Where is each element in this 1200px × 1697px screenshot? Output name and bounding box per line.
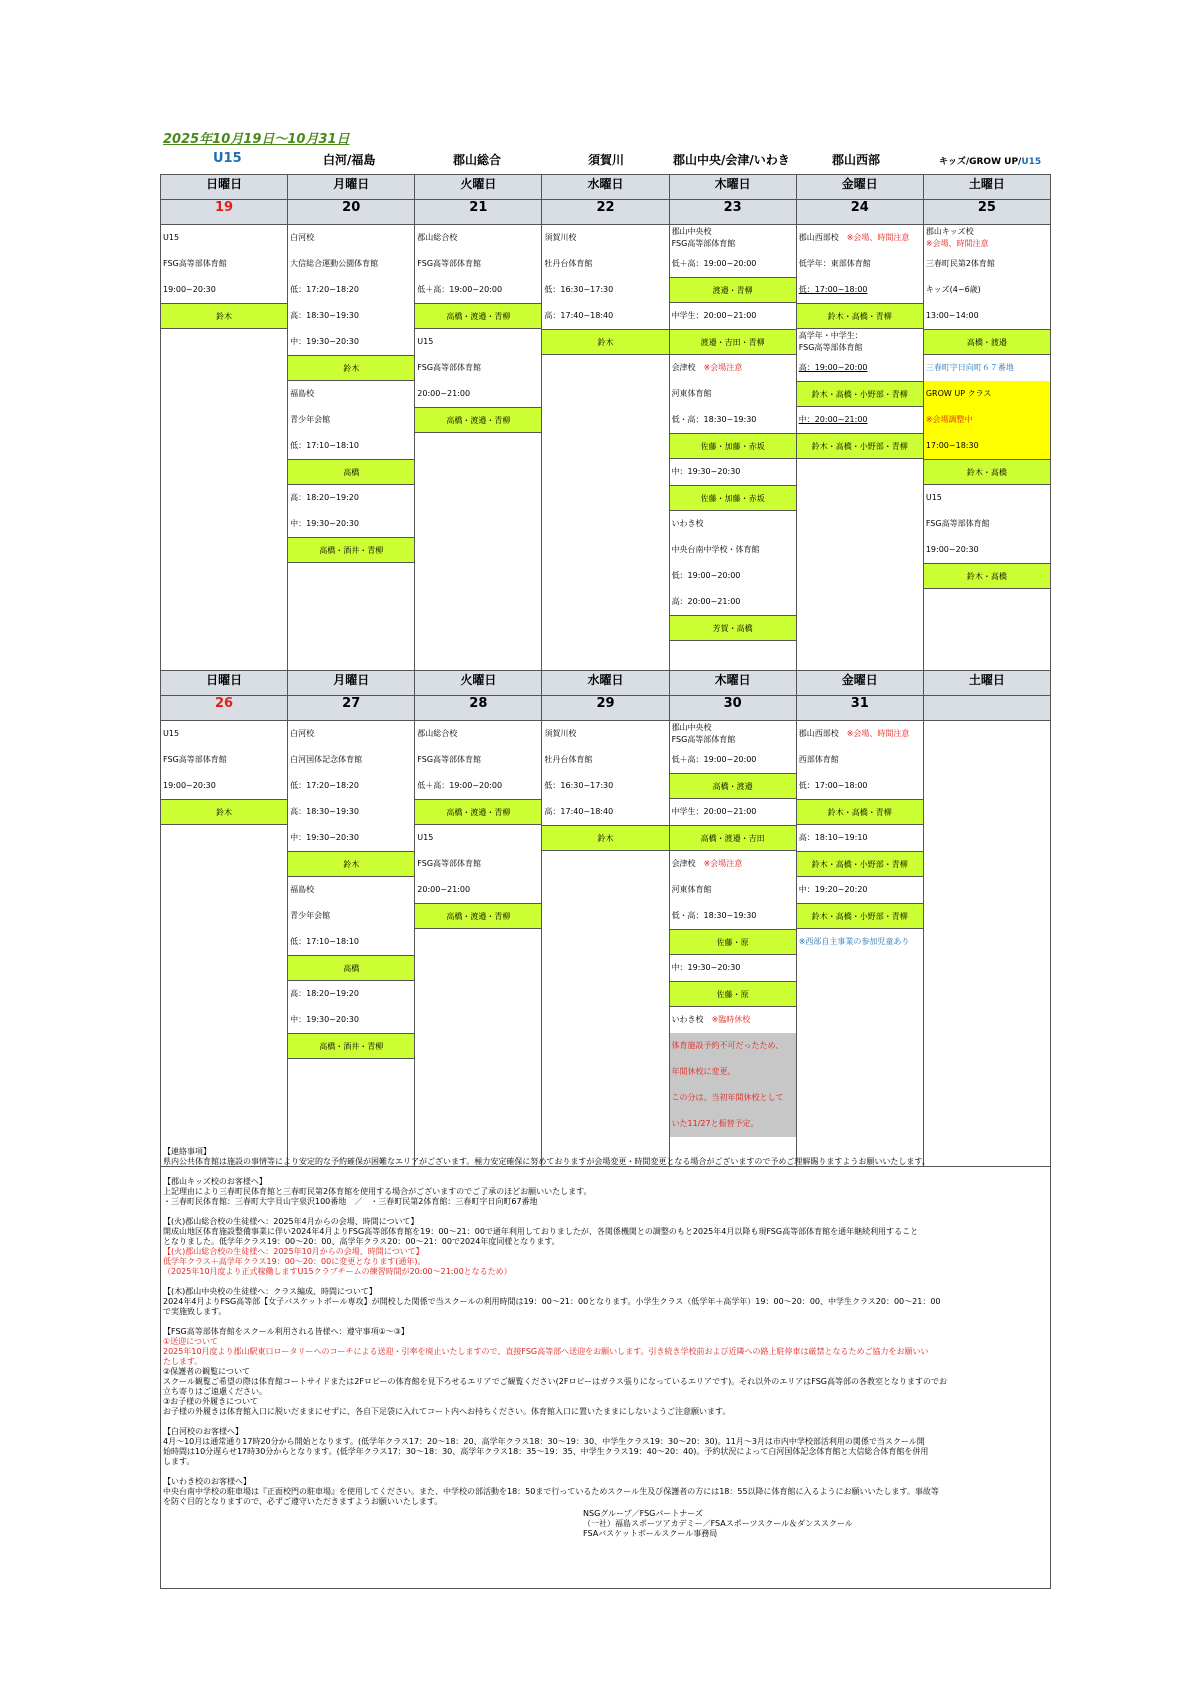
coach-bar: 鈴木 bbox=[288, 851, 414, 877]
class-name: 郡山西部校 bbox=[798, 233, 839, 242]
note-text-red: 低学年クラス＋高学年クラス19：00～20：00に変更となります(通年)。 bbox=[163, 1257, 426, 1266]
class-name: 郡山総合校 bbox=[417, 233, 458, 242]
coach-bar: 高橋・渡邉・青柳 bbox=[415, 799, 541, 825]
coach-bar: 鈴木・高橋・青柳 bbox=[797, 303, 923, 329]
coach-bar: 鈴木・高橋 bbox=[924, 563, 1050, 589]
date-thu: 23 bbox=[669, 200, 796, 225]
date-wed: 22 bbox=[542, 200, 669, 225]
date-sat bbox=[923, 696, 1050, 721]
day-cell-mon bbox=[288, 721, 415, 1167]
time-slot: 中学生：20:00~21:00 bbox=[671, 311, 757, 320]
class-name: 須賀川校 bbox=[544, 729, 577, 738]
weekday-row bbox=[161, 671, 1051, 696]
venue: FSG高等部体育館 bbox=[417, 859, 482, 868]
venue: 牡丹台体育館 bbox=[544, 259, 593, 268]
note-block-fsg bbox=[163, 1327, 1048, 1417]
class-name: GROW UP クラス bbox=[924, 381, 1050, 407]
note-text: スクール観覧ご希望の際は体育館コートサイドまたは2Fロビーの体育館を見下ろせるエリアでご観覧ください(2Fロビーはガラス張りになっているエリアです)。それ以外のエリアはFSG高等部の各教室となりますのでお bbox=[163, 1377, 947, 1386]
venue: 牡丹台体育館 bbox=[544, 755, 593, 764]
venue: FSG高等部体育館 bbox=[417, 363, 482, 372]
day-cell-tue bbox=[415, 721, 542, 1167]
time-slot: 中学生：20:00~21:00 bbox=[671, 807, 757, 816]
time-slot: 中：19:30~20:30 bbox=[290, 1015, 359, 1024]
time-slot: 低＋高：19:00~20:00 bbox=[417, 781, 503, 790]
date-row bbox=[161, 696, 1051, 721]
time-slot: 中：19:30~20:30 bbox=[290, 833, 359, 842]
note-text: お子様の外履きは体育館入口に脱いだままにせずに、各自下足袋に入れてコート内へお持ちください。体育館入口に置いたままにしないようご注意願います。 bbox=[163, 1407, 731, 1416]
weekday-tue: 火曜日 bbox=[415, 175, 542, 200]
note-text-red: 【(火)郡山総合校の生徒様へ：2025年10月からの会場、時間について】 bbox=[163, 1247, 424, 1256]
header-kids bbox=[939, 154, 1041, 167]
note-text: 2024年4月よりFSG高等部【女子バスケットボール専攻】が開校した関係で当スクールの利用時間は19：00～21：00となります。小学生クラス（低学年＋高学年）19：00～20：00、中学生クラス20：00～21：00 bbox=[163, 1297, 941, 1306]
venue: 西部体育館 bbox=[798, 755, 839, 764]
class-name: U15 bbox=[925, 493, 942, 502]
time-slot: 中：19:30~20:30 bbox=[290, 519, 359, 528]
closure-note: 年間休校に変更。 bbox=[670, 1059, 796, 1085]
class-name: U15 bbox=[417, 833, 434, 842]
time-slot: 高：18:30~19:30 bbox=[290, 311, 359, 320]
coach-bar: 高橋・酒井・青柳 bbox=[288, 1033, 414, 1059]
time-slot: 低：17:00~18:00 bbox=[798, 781, 868, 790]
note-text: 開成山地区体育施設整備事業に伴い2024年4月よりFSG高等部体育館を19：00～21：00で通年利用しておりましたが、各関係機関との調整のもと2025年4月以降も現FSG高等部体育館を通年継続利用すること bbox=[163, 1227, 919, 1236]
note-text: ・三春町民体育館：三春町大字貝山字泉沢100番地 ／ ・三春町民第2体育館：三春町字日向町67番地 bbox=[163, 1197, 538, 1206]
day-cell-mon bbox=[288, 225, 415, 671]
venue: FSG高等部体育館 bbox=[671, 239, 736, 248]
area-headers bbox=[160, 151, 1051, 171]
coach-bar: 鈴木 bbox=[161, 303, 287, 329]
weekday-mon: 月曜日 bbox=[288, 175, 415, 200]
note-heading: 【いわき校のお客様へ】 bbox=[163, 1477, 251, 1486]
time-slot: 低：17:10~18:10 bbox=[290, 441, 359, 450]
venue: 青少年会館 bbox=[290, 911, 331, 920]
class-name-with-note bbox=[670, 1007, 796, 1033]
coach-bar: 佐藤・加藤・赤坂 bbox=[670, 433, 796, 459]
class-name: U15 bbox=[163, 233, 180, 242]
time-slot: 高：20:00~21:00 bbox=[671, 597, 741, 606]
class-name-venue bbox=[797, 329, 923, 355]
weekday-thu: 木曜日 bbox=[669, 175, 796, 200]
note-text-red: 2025年10月度より郡山駅東口ロータリーへのコーチによる送迎・引率を廃止いたしますので、直接FSG高等部へ送迎をお願いします。引き続き学校前および近隣への路上駐停車は厳禁となるためご協力をお願いい bbox=[163, 1347, 929, 1356]
weekday-sat: 土曜日 bbox=[923, 671, 1050, 696]
weekday-sun: 日曜日 bbox=[161, 671, 288, 696]
time-slot: 高：18:30~19:30 bbox=[290, 807, 359, 816]
signature bbox=[583, 1509, 1048, 1539]
note-block-iwaki bbox=[163, 1477, 1048, 1507]
note-text: 始時間は10分遅らせ17時30分からとなります。(低学年クラス17：30～18：30、高学年クラス18：35～19：35、中学生クラス19：40～20：40)。予約状況によって白河国体記念体育館と大信総合体育館を併用 bbox=[163, 1447, 929, 1456]
weekday-wed: 水曜日 bbox=[542, 175, 669, 200]
time-slot: 高：17:40~18:40 bbox=[544, 311, 614, 320]
header-sukagawa: 須賀川 bbox=[588, 153, 625, 167]
date-fri: 31 bbox=[796, 696, 923, 721]
date-row bbox=[161, 200, 1051, 225]
coach-bar: 高橋 bbox=[288, 459, 414, 485]
time-slot: 低＋高：19:00~20:00 bbox=[671, 755, 757, 764]
header-kids-label: キッズ/GROW UP/ bbox=[939, 157, 1022, 167]
coach-bar: 鈴木 bbox=[542, 329, 668, 355]
week-1-table bbox=[160, 174, 1051, 1167]
weekday-row bbox=[161, 175, 1051, 200]
class-name: 高学年・中学生： bbox=[798, 331, 863, 340]
class-name: 会津校 bbox=[671, 859, 696, 868]
venue: 河東体育館 bbox=[671, 389, 712, 398]
note-heading: 【FSG高等部体育館をスクール利用される皆様へ：遵守事項①～③】 bbox=[163, 1327, 409, 1336]
day-cell-tue bbox=[415, 225, 542, 671]
note-heading: 【(木)郡山中央校の生徒様へ：クラス編成、時間について】 bbox=[163, 1287, 377, 1296]
time-slot: 20:00~21:00 bbox=[417, 885, 471, 894]
schedule-warning: ※会場、時間注意 bbox=[846, 233, 910, 242]
weekday-wed: 水曜日 bbox=[542, 671, 669, 696]
note-text: となりました。低学年クラス19：00～20：00、高学年クラス20：00～21：00で2024年度同様となります。 bbox=[163, 1237, 560, 1246]
venue-warning: ※会場注意 bbox=[703, 859, 743, 868]
closure-warning: ※臨時休校 bbox=[711, 1015, 751, 1024]
coach-bar: 佐藤・原 bbox=[670, 981, 796, 1007]
closure-note: この分は、当初年間休校として bbox=[670, 1085, 796, 1111]
time-slot: 高：17:40~18:40 bbox=[544, 807, 614, 816]
date-sun: 19 bbox=[161, 200, 288, 225]
coach-bar: 鈴木・高橋・小野部・青柳 bbox=[797, 851, 923, 877]
class-name: 郡山キッズ校 bbox=[925, 227, 974, 236]
closure-note: 体育施設予約不可だったため、 bbox=[670, 1033, 796, 1059]
note-text: 立ち寄りはご遠慮ください。 bbox=[163, 1387, 267, 1396]
class-name-venue bbox=[670, 721, 796, 747]
schedule-row bbox=[161, 721, 1051, 1167]
note-block-kids bbox=[163, 1177, 1048, 1207]
venue: 河東体育館 bbox=[671, 885, 712, 894]
notes-section bbox=[160, 1143, 1051, 1589]
weekday-fri: 金曜日 bbox=[796, 175, 923, 200]
coach-bar: 鈴木・高橋・小野部・青柳 bbox=[797, 903, 923, 929]
coach-bar: 鈴木・高橋 bbox=[924, 459, 1050, 485]
time-slot: 低：19:00~20:00 bbox=[671, 571, 741, 580]
class-name: U15 bbox=[163, 729, 180, 738]
class-name-with-note bbox=[670, 355, 796, 381]
time-slot: 高：18:10~19:10 bbox=[798, 833, 868, 842]
note-text: で実施致します。 bbox=[163, 1307, 227, 1316]
time-slot: 高：19:00~20:00 bbox=[798, 363, 868, 372]
venue: 白河国体記念体育館 bbox=[290, 755, 363, 764]
note-text: します。 bbox=[163, 1457, 195, 1466]
venue: FSG高等部体育館 bbox=[163, 259, 227, 268]
signature-line: FSAバスケットボールスクール事務局 bbox=[583, 1529, 718, 1538]
coach-bar: 高橋・渡邉・青柳 bbox=[415, 407, 541, 433]
note-block-general bbox=[163, 1147, 1048, 1167]
time-slot: 高：18:20~19:20 bbox=[290, 493, 359, 502]
date-mon: 27 bbox=[288, 696, 415, 721]
day-cell-thu bbox=[669, 721, 796, 1167]
note-text: 中央台南中学校の駐車場は『正面校門の駐車場』を使用してください。また、中学校の部活動を18：50まで行っているためスクール生及び保護者の方には18：55以降に体育館に入るようにお願いいたします。事故等 bbox=[163, 1487, 939, 1496]
note-block-koriyama-chuo bbox=[163, 1287, 1048, 1317]
day-cell-sun bbox=[161, 225, 288, 671]
coach-bar: 高橋・渡邉 bbox=[924, 329, 1050, 355]
note-heading: 【白河校のお客様へ】 bbox=[163, 1427, 243, 1436]
closure-note: いた11/27と振替予定。 bbox=[670, 1111, 796, 1137]
time-slot: 低＋高：19:00~20:00 bbox=[417, 285, 503, 294]
coach-bar: 鈴木 bbox=[161, 799, 287, 825]
time-slot: 高：18:20~19:20 bbox=[290, 989, 359, 998]
schedule-row bbox=[161, 225, 1051, 671]
coach-bar: 佐藤・原 bbox=[670, 929, 796, 955]
date-wed: 29 bbox=[542, 696, 669, 721]
weekday-thu: 木曜日 bbox=[669, 671, 796, 696]
note-text: 県内公共体育館は施設の事情等により安定的な予約確保が困難なエリアがございます。極力安定確保に努めておりますが会場変更・時間変更となる場合がございますので予めご理解賜りますようお願いいたします。 bbox=[163, 1157, 930, 1166]
venue-address: 三春町字日向町６７番地 bbox=[925, 363, 1014, 372]
class-name: 須賀川校 bbox=[544, 233, 577, 242]
time-slot: 低：16:30~17:30 bbox=[544, 285, 614, 294]
weekday-sun: 日曜日 bbox=[161, 175, 288, 200]
day-cell-thu bbox=[669, 225, 796, 671]
date-tue: 21 bbox=[415, 200, 542, 225]
class-name: 会津校 bbox=[671, 363, 696, 372]
time-slot: 低・高：18:30~19:30 bbox=[671, 911, 757, 920]
note-text: 4月～10月は通常通り17時20分から開始となります。(低学年クラス17：20～18：20、高学年クラス18：30～19：30、中学生クラス19：30～20：30)。11月～3月は市内中学校部活利用の関係で当スクール開 bbox=[163, 1437, 925, 1446]
header-koriyama-chuo: 郡山中央/会津/いわき bbox=[673, 153, 790, 167]
venue: FSG高等部体育館 bbox=[671, 735, 736, 744]
class-name-venue bbox=[670, 225, 796, 251]
time-slot: 中：19:30~20:30 bbox=[290, 337, 359, 346]
venue: 三春町民第2体育館 bbox=[925, 259, 995, 268]
class-group: キッズ(4~6歳) bbox=[925, 285, 981, 294]
note-text-red: （2025年10月度より正式稼働しますU15クラブチームの練習時間が20:00～21:00となるため） bbox=[163, 1267, 512, 1276]
weekday-fri: 金曜日 bbox=[796, 671, 923, 696]
coach-bar: 鈴木・高橋・青柳 bbox=[797, 799, 923, 825]
coach-bar: 鈴木・高橋・小野部・青柳 bbox=[797, 433, 923, 459]
time-slot: 低：17:00~18:00 bbox=[798, 285, 868, 294]
time-slot: 低・高：18:30~19:30 bbox=[671, 415, 757, 424]
day-cell-fri bbox=[796, 721, 923, 1167]
class-name: 白河校 bbox=[290, 233, 315, 242]
note-heading: 【郡山キッズ校のお客様へ】 bbox=[163, 1177, 267, 1186]
date-tue: 28 bbox=[415, 696, 542, 721]
class-name-with-note bbox=[797, 721, 923, 747]
time-slot: 低＋高：19:00~20:00 bbox=[671, 259, 757, 268]
coach-bar: 渡邉・吉田・青柳 bbox=[670, 329, 796, 355]
header-koriyama-seibu: 郡山西部 bbox=[832, 153, 881, 167]
class-name-with-note bbox=[797, 225, 923, 251]
time-slot: 19:00~20:30 bbox=[925, 545, 979, 554]
coach-bar: 芳賀・高橋 bbox=[670, 615, 796, 641]
class-name: 郡山中央校 bbox=[671, 227, 712, 236]
note-heading: 【連絡事項】 bbox=[163, 1147, 211, 1156]
coach-bar: 鈴木 bbox=[288, 355, 414, 381]
weekday-mon: 月曜日 bbox=[288, 671, 415, 696]
weekday-sat: 土曜日 bbox=[923, 175, 1050, 200]
class-name: 郡山西部校 bbox=[798, 729, 839, 738]
venue: FSG高等部体育館 bbox=[163, 755, 227, 764]
time-slot: 17:00~18:30 bbox=[924, 433, 1050, 459]
time-slot: 低：16:30~17:30 bbox=[544, 781, 614, 790]
time-slot: 19:00~20:30 bbox=[163, 781, 216, 790]
page-title: 2025年10月19日～10月31日 bbox=[163, 132, 350, 147]
day-cell-sat bbox=[923, 721, 1050, 1167]
venue: 低学年：東部体育館 bbox=[798, 259, 871, 268]
note-text: ③お子様の外履きについて bbox=[163, 1397, 259, 1406]
coach-bar: 高橋・酒井・青柳 bbox=[288, 537, 414, 563]
date-thu: 30 bbox=[669, 696, 796, 721]
time-slot: 低：17:20~18:20 bbox=[290, 285, 359, 294]
note-block-shirakawa bbox=[163, 1427, 1048, 1467]
signature-line: （一社）福島スポーツアカデミー／FSAスポーツスクール＆ダンススクール bbox=[583, 1519, 853, 1528]
class-name-with-note bbox=[670, 851, 796, 877]
class-name: 福島校 bbox=[290, 389, 315, 398]
coach-bar: 渡邉・青柳 bbox=[670, 277, 796, 303]
time-slot: 中：20:00~21:00 bbox=[798, 415, 868, 424]
signature-line: NSGグループ／FSGパートナーズ bbox=[583, 1509, 703, 1518]
venue: FSG高等部体育館 bbox=[925, 519, 990, 528]
date-fri: 24 bbox=[796, 200, 923, 225]
class-name: 福島校 bbox=[290, 885, 315, 894]
header-koriyama-sogo: 郡山総合 bbox=[453, 153, 502, 167]
header-shirakawa: 白河/福島 bbox=[323, 153, 376, 167]
note-text: 上記理由により三春町民体育館と三春町民第2体育館を使用する場合がございますのでご了承のほどお願いいたします。 bbox=[163, 1187, 592, 1196]
time-slot: 13:00~14:00 bbox=[925, 311, 979, 320]
schedule-warning: ※会場、時間注意 bbox=[846, 729, 910, 738]
venue: FSG高等部体育館 bbox=[798, 343, 863, 352]
note-text: を防ぐ目的となりますので、必ずご遵守いただきますようお願いいたします。 bbox=[163, 1497, 443, 1506]
venue-warning: ※会場調整中 bbox=[924, 407, 1050, 433]
venue: 青少年会館 bbox=[290, 415, 331, 424]
coach-bar: 高橋・渡邉 bbox=[670, 773, 796, 799]
time-slot: 低：17:20~18:20 bbox=[290, 781, 359, 790]
day-cell-wed bbox=[542, 721, 669, 1167]
class-name-venue bbox=[924, 225, 1050, 251]
note-text: ②保護者の観覧について bbox=[163, 1367, 251, 1376]
note-text-red: たします。 bbox=[163, 1357, 203, 1366]
time-slot: 中：19:20~20:20 bbox=[798, 885, 868, 894]
note-block-koriyama-sogo bbox=[163, 1217, 1048, 1277]
date-sun: 26 bbox=[161, 696, 288, 721]
class-name: 白河校 bbox=[290, 729, 315, 738]
class-name: 郡山中央校 bbox=[671, 723, 712, 732]
coach-bar: 鈴木 bbox=[542, 825, 668, 851]
calendar bbox=[160, 174, 1051, 1167]
venue-warning: ※会場注意 bbox=[703, 363, 743, 372]
coach-bar: 高橋・渡邉・青柳 bbox=[415, 303, 541, 329]
coach-bar: 高橋・渡邉・吉田 bbox=[670, 825, 796, 851]
header-kids-u15: U15 bbox=[1021, 157, 1042, 167]
time-slot: 中：19:30~20:30 bbox=[671, 467, 741, 476]
date-mon: 20 bbox=[288, 200, 415, 225]
day-cell-sat bbox=[923, 225, 1050, 671]
coach-bar: 高橋 bbox=[288, 955, 414, 981]
day-cell-wed bbox=[542, 225, 669, 671]
time-slot: 低：17:10~18:10 bbox=[290, 937, 359, 946]
weekday-tue: 火曜日 bbox=[415, 671, 542, 696]
date-sat: 25 bbox=[923, 200, 1050, 225]
note-heading: 【(火)郡山総合校の生徒様へ：2025年4月からの会場、時間について】 bbox=[163, 1217, 419, 1226]
header-u15: U15 bbox=[213, 151, 242, 166]
class-name: U15 bbox=[417, 337, 434, 346]
coach-bar: 高橋・渡邉・青柳 bbox=[415, 903, 541, 929]
coach-bar: 佐藤・加藤・赤坂 bbox=[670, 485, 796, 511]
venue: FSG高等部体育館 bbox=[417, 259, 482, 268]
note: ※西部自主事業の参加児童あり bbox=[798, 937, 910, 946]
coach-bar: 鈴木・高橋・小野部・青柳 bbox=[797, 381, 923, 407]
schedule-warning: ※会場、時間注意 bbox=[925, 239, 989, 248]
class-name: 郡山総合校 bbox=[417, 729, 458, 738]
day-cell-sun bbox=[161, 721, 288, 1167]
note-text-red: ①送迎について bbox=[163, 1337, 219, 1346]
class-name: いわき校 bbox=[671, 1015, 704, 1024]
venue: 大信総合運動公園体育館 bbox=[290, 259, 379, 268]
venue: 中央台南中学校・体育館 bbox=[671, 545, 760, 554]
time-slot: 20:00~21:00 bbox=[417, 389, 471, 398]
day-cell-fri bbox=[796, 225, 923, 671]
time-slot: 中：19:30~20:30 bbox=[671, 963, 741, 972]
venue: FSG高等部体育館 bbox=[417, 755, 482, 764]
class-name: いわき校 bbox=[671, 519, 704, 528]
time-slot: 19:00~20:30 bbox=[163, 285, 216, 294]
